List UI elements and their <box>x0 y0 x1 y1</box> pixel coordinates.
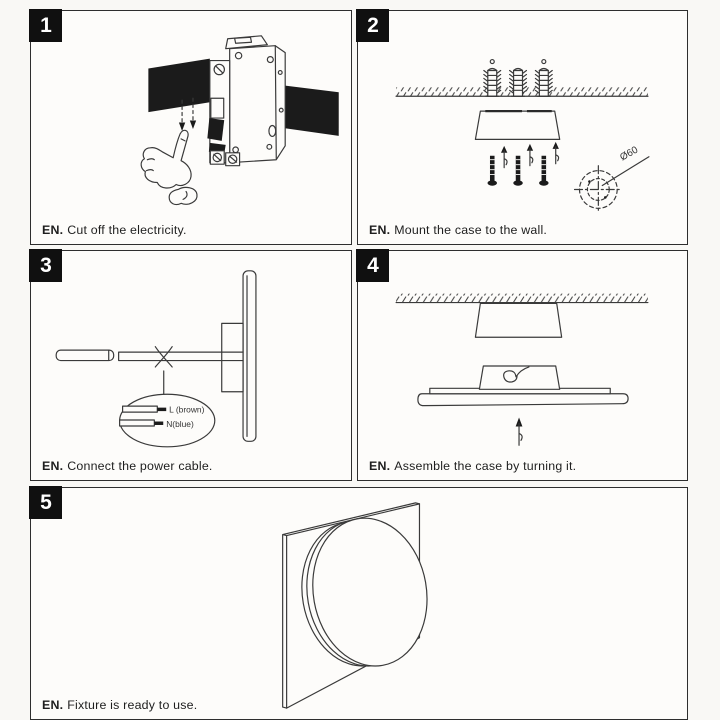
caption-text: Assemble the case by turning it. <box>394 459 577 473</box>
turn-arrow <box>516 418 523 446</box>
caption-lang: EN. <box>369 459 391 473</box>
fixture-base-drawing <box>418 366 628 406</box>
step-3-illustration <box>31 251 351 480</box>
step-3-number-badge: 3 <box>29 249 62 282</box>
cut-mark <box>155 347 172 367</box>
caption-lang: EN. <box>369 223 391 237</box>
wire-label-live: L (brown) <box>169 404 205 415</box>
step-5-caption <box>42 698 197 712</box>
step-4-caption <box>369 459 576 473</box>
mounted-case-drawing <box>475 303 561 337</box>
step-3-caption <box>42 459 213 473</box>
step-1-panel <box>30 10 352 245</box>
mounting-case-drawing <box>475 111 559 139</box>
caption-text: Cut off the electricity. <box>67 223 187 237</box>
diameter-label: Ø60 <box>618 144 640 164</box>
step-5-illustration <box>31 488 687 719</box>
step-2-illustration <box>358 11 687 244</box>
fixture-side-view <box>222 271 256 442</box>
step-4-number-badge: 4 <box>356 249 389 282</box>
caption-text: Connect the power cable. <box>67 459 213 473</box>
step-5-number-badge: 5 <box>29 486 62 519</box>
step-1-caption <box>42 223 187 237</box>
circuit-breaker-drawing <box>207 36 285 166</box>
wall-anchors <box>484 60 552 97</box>
step-1-number-badge: 1 <box>29 9 62 42</box>
step-2-number-badge: 2 <box>356 9 389 42</box>
mounting-screws <box>488 142 559 186</box>
power-cable-drawing <box>56 347 243 367</box>
step-2-panel <box>357 10 688 245</box>
caption-lang: EN. <box>42 223 64 237</box>
caption-text: Mount the case to the wall. <box>394 223 548 237</box>
wire-callout <box>120 371 215 447</box>
wire-label-neutral: N(blue) <box>166 418 194 429</box>
caption-lang: EN. <box>42 459 64 473</box>
step-2-caption <box>369 223 547 237</box>
caption-lang: EN. <box>42 698 64 712</box>
diameter-annotation <box>575 144 649 213</box>
pointing-hand-drawing <box>141 130 197 204</box>
step-1-illustration <box>31 11 351 244</box>
step-4-panel <box>357 250 688 481</box>
ceiling-cross-section <box>396 294 648 303</box>
step-3-panel <box>30 250 352 481</box>
step-5-panel <box>30 487 688 720</box>
step-4-illustration <box>358 251 687 480</box>
caption-text: Fixture is ready to use. <box>67 698 198 712</box>
